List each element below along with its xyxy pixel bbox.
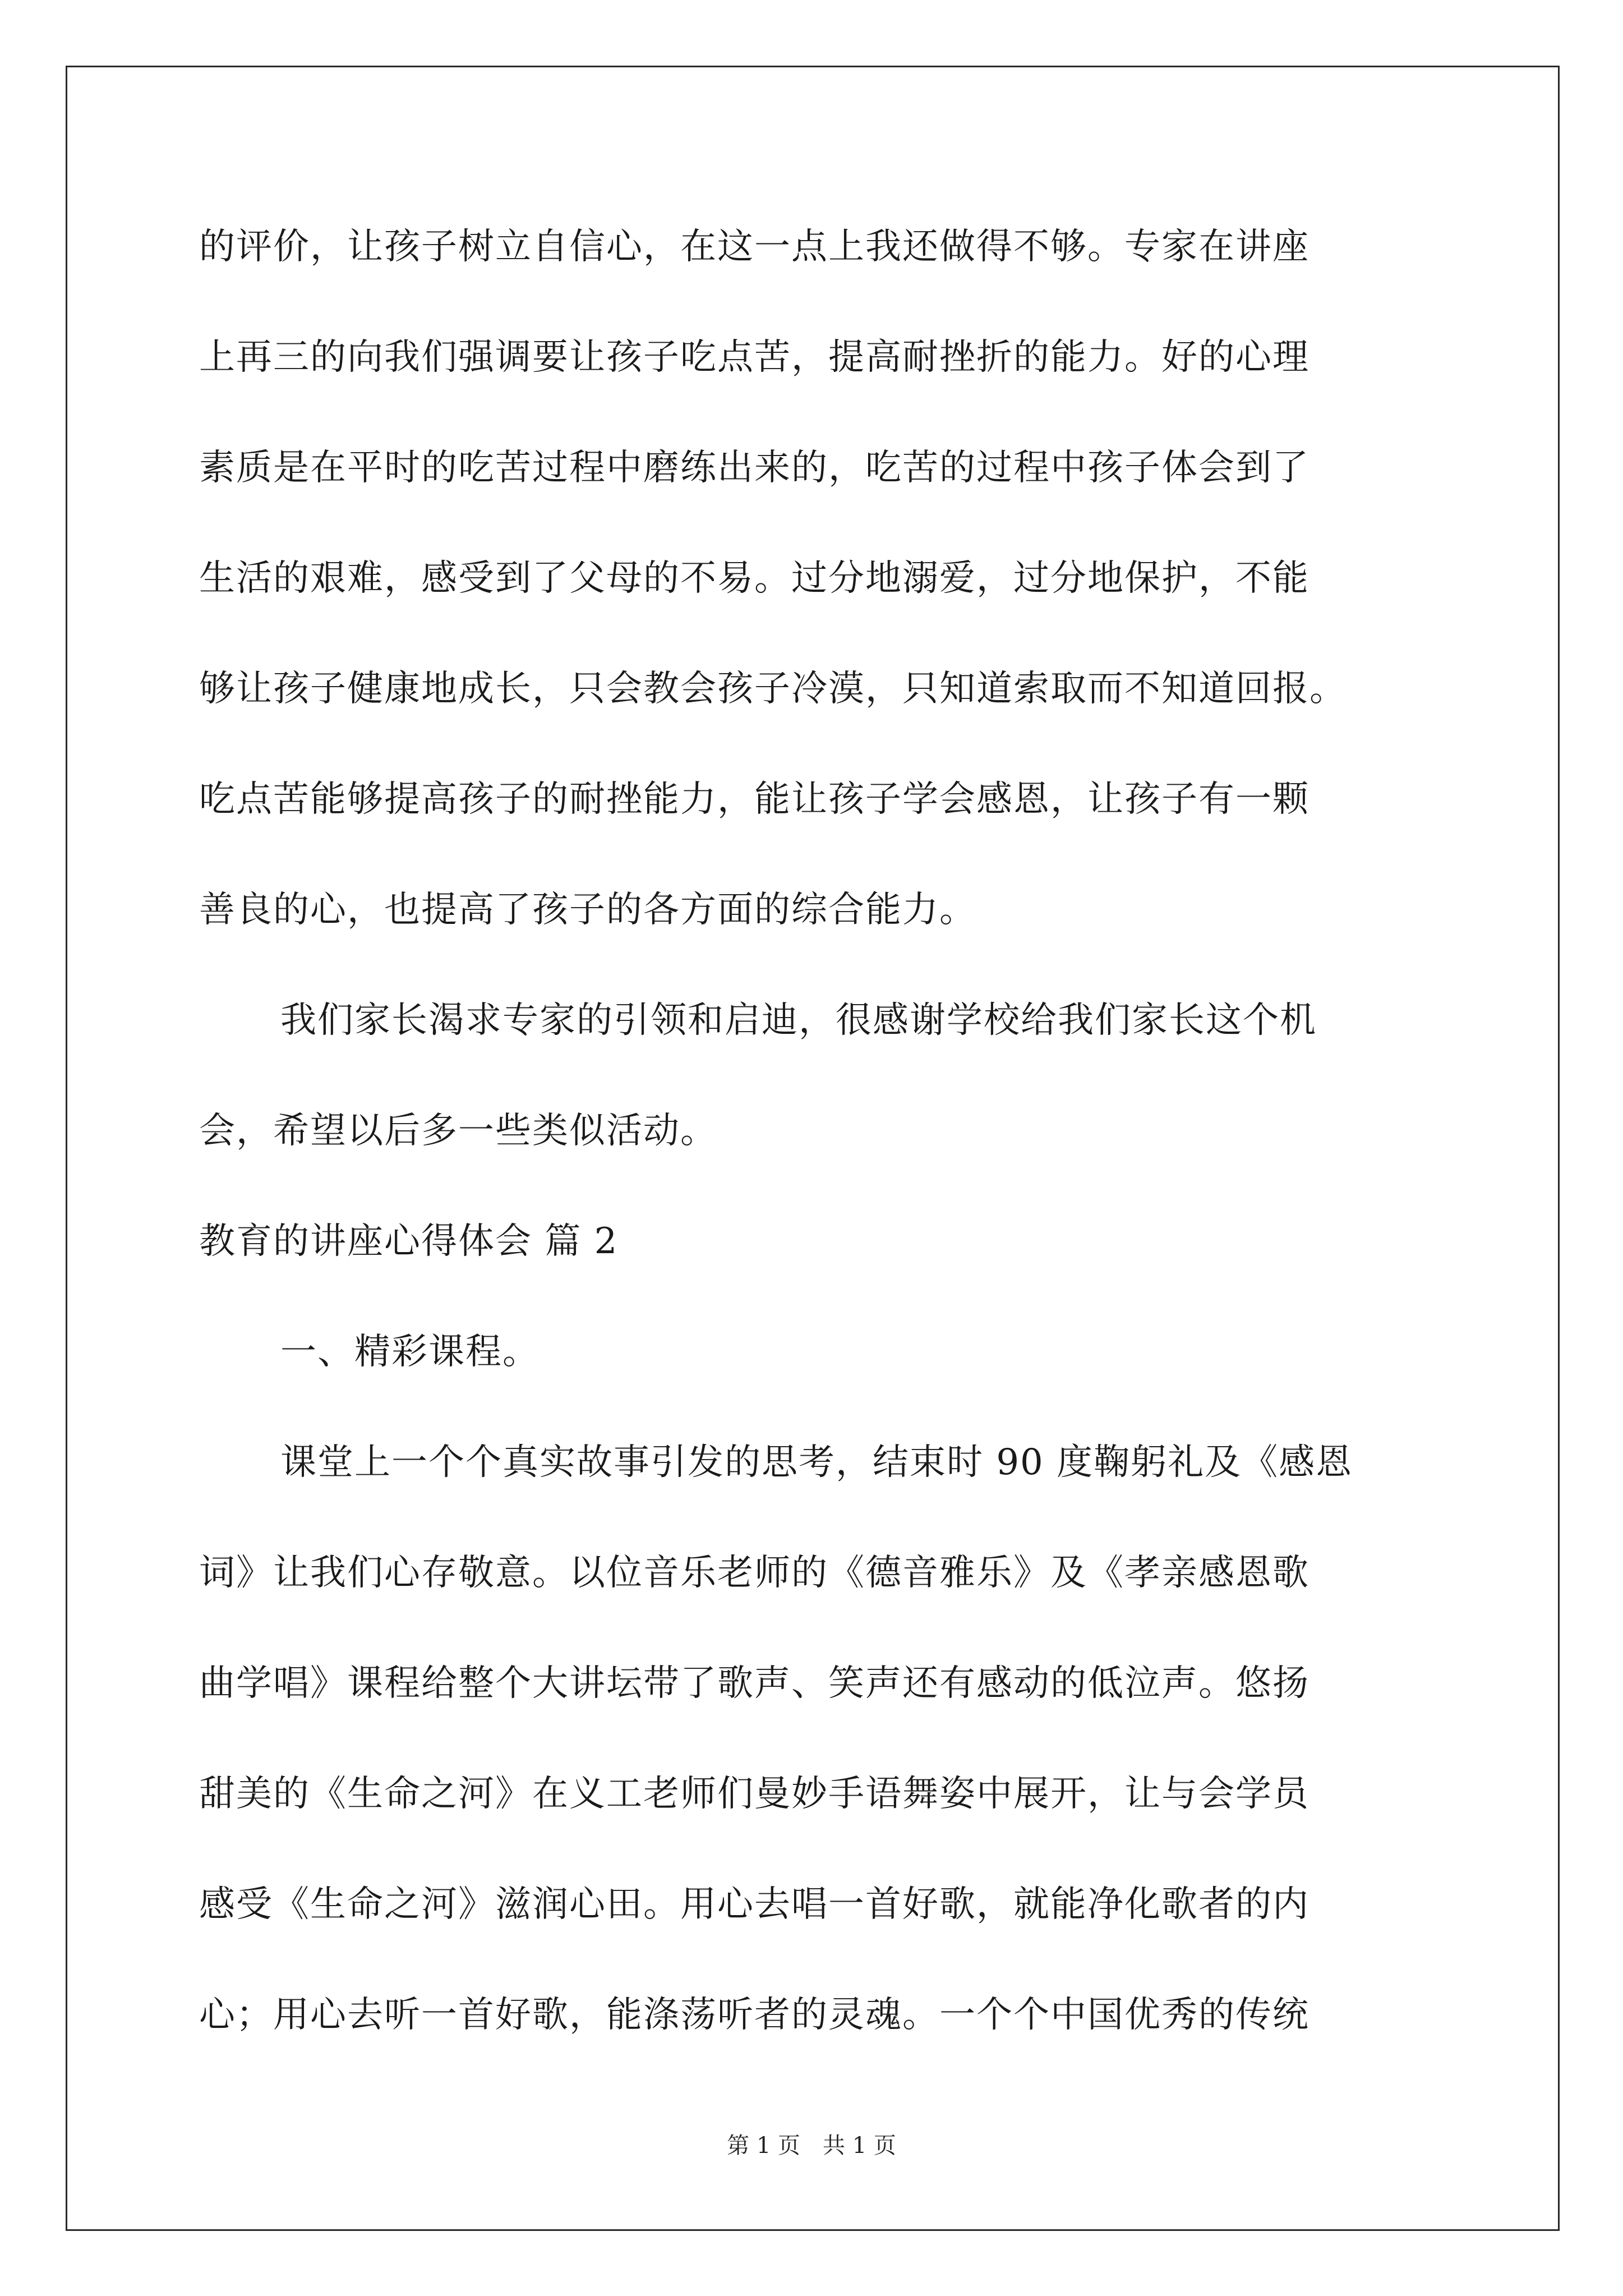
text-line: 会，希望以后多一些类似活动。 (199, 1110, 717, 1152)
subsection-heading: 一、精彩课程。 (280, 1331, 540, 1373)
text-line: 曲学唱》课程给整个大讲坛带了歌声、笑声还有感动的低泣声。悠扬 (199, 1663, 1310, 1704)
text-line: 善良的心，也提高了孩子的各方面的综合能力。 (199, 889, 976, 931)
page-footer: 第 1 页 共 1 页 (727, 2133, 896, 2159)
text-line: 感受《生命之河》滋润心田。用心去唱一首好歌，就能净化歌者的内 (199, 1884, 1310, 1925)
text-line: 心；用心去听一首好歌，能涤荡听者的灵魂。一个个中国优秀的传统 (199, 1994, 1310, 2036)
text-line: 素质是在平时的吃苦过程中磨练出来的，吃苦的过程中孩子体会到了 (199, 447, 1310, 489)
text-line: 的评价，让孩子树立自信心，在这一点上我还做得不够。专家在讲座 (199, 226, 1310, 268)
text-line: 生活的艰难，感受到了父母的不易。过分地溺爱，过分地保护，不能 (199, 558, 1310, 599)
text-line: 上再三的向我们强调要让孩子吃点苦，提高耐挫折的能力。好的心理 (199, 337, 1310, 378)
text-line: 课堂上一个个真实故事引发的思考，结束时 90 度鞠躬礼及《感恩 (280, 1442, 1353, 1483)
text-line: 我们家长渴求专家的引领和启迪，很感谢学校给我们家长这个机 (280, 1000, 1317, 1041)
section-heading: 教育的讲座心得体会 篇 2 (199, 1221, 619, 1262)
text-line: 够让孩子健康地成长，只会教会孩子冷漠，只知道索取而不知道回报。 (199, 668, 1347, 710)
text-line: 甜美的《生命之河》在义工老师们曼妙手语舞姿中展开，让与会学员 (199, 1773, 1310, 1815)
text-line: 词》让我们心存敬意。以位音乐老师的《德音雅乐》及《孝亲感恩歌 (199, 1552, 1310, 1594)
text-line: 吃点苦能够提高孩子的耐挫能力，能让孩子学会感恩，让孩子有一颗 (199, 779, 1310, 820)
